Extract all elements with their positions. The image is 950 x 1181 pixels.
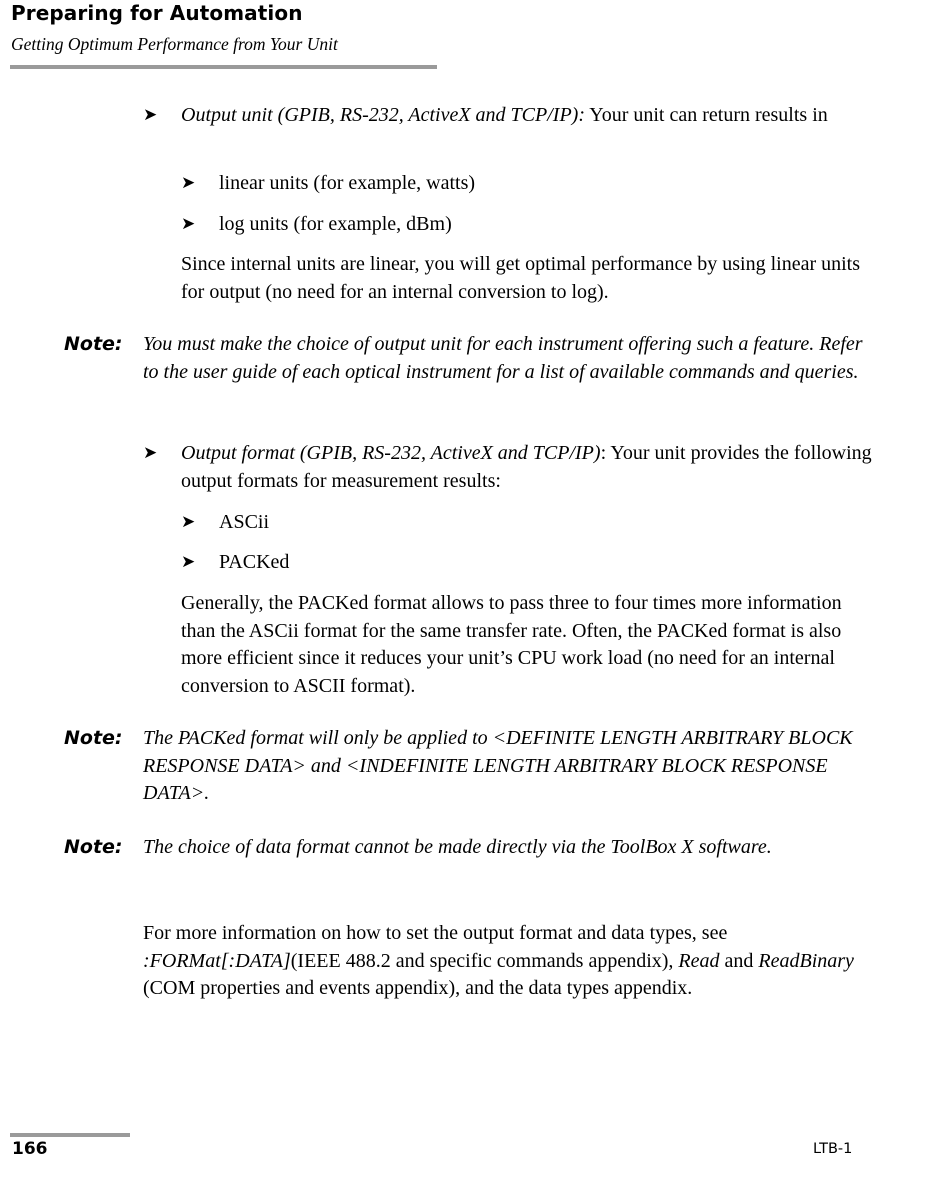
bullet-text: : Your unit provides the following output formats for measurement results: — [181, 442, 872, 492]
arrowhead-bullet-icon: ➤ — [181, 552, 196, 572]
sub-bullet-item: PACKed — [219, 551, 290, 573]
sub-bullet-item: log units (for example, dBm) — [219, 213, 452, 235]
bullet-output-format — [181, 440, 881, 495]
page-header-subtitle: Getting Optimum Performance from Your Unit — [11, 34, 338, 54]
bullet-lead: Output format (GPIB, RS-232, ActiveX and TCP/IP) — [181, 442, 601, 464]
note-text: You must make the choice of output unit for each instrument offering such a feature. Refer to the user guide of each optical instrument for a list of available commands and queries. — [143, 333, 863, 383]
closing-text: For more information on how to set the output format and data types, see — [143, 922, 728, 944]
closing-paragraph — [143, 920, 863, 1003]
document-id: LTB-1 — [813, 1141, 853, 1157]
note-label: Note: — [64, 333, 123, 355]
header-divider — [10, 65, 437, 69]
page-header-title: Preparing for Automation — [11, 1, 303, 25]
note-label: Note: — [64, 836, 123, 858]
cross-reference: ReadBinary — [758, 949, 854, 972]
bullet-lead: Output unit (GPIB, RS-232, ActiveX and TCP/IP): — [181, 104, 585, 126]
body-paragraph: Since internal units are linear, you will get optimal performance by using linear units for output (no need for an internal conversion to log). — [181, 253, 861, 303]
note-text: The choice of data format cannot be made directly via the ToolBox X software. — [143, 836, 772, 858]
sub-bullet-item: linear units (for example, watts) — [219, 172, 476, 194]
cross-reference: Read — [678, 949, 720, 972]
note-label: Note: — [64, 727, 123, 749]
closing-text: and — [719, 949, 759, 972]
arrowhead-bullet-icon: ➤ — [181, 214, 196, 234]
arrowhead-bullet-icon: ➤ — [143, 105, 158, 125]
arrowhead-bullet-icon: ➤ — [181, 173, 196, 193]
sub-bullet-item: ASCii — [219, 511, 270, 533]
footer-divider — [10, 1133, 130, 1137]
closing-text: (IEEE 488.2 and specific commands appendix), — [290, 949, 679, 972]
body-paragraph: Generally, the PACKed format allows to pass three to four times more information than the ASCii format for the same transfer rate. Often, the PACKed format is also more efficient since it reduces your unit’s CPU work load (no need for an internal conversion to ASCII format). — [181, 592, 842, 697]
bullet-text: Your unit can return results in — [585, 104, 828, 126]
arrowhead-bullet-icon: ➤ — [181, 512, 196, 532]
arrowhead-bullet-icon: ➤ — [143, 443, 158, 463]
page-number: 166 — [12, 1139, 48, 1159]
closing-text: (COM properties and events appendix), and the data types appendix. — [143, 977, 693, 999]
cross-reference: :FORMat[:DATA] — [143, 949, 291, 972]
bullet-output-unit — [181, 102, 881, 130]
note-text: The PACKed format will only be applied to <DEFINITE LENGTH ARBITRARY BLOCK RESPONSE DATA> and <INDEFINITE LENGTH ARBITRARY BLOCK RESPONSE DATA>. — [143, 727, 853, 804]
